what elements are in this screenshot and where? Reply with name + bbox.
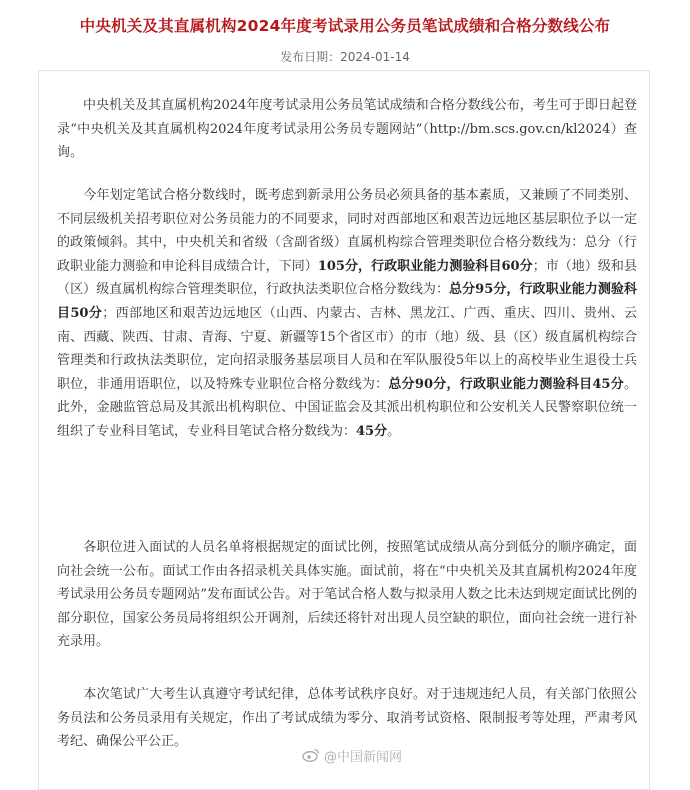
highlight-text: 总分95分，行政职业能力测验科目50分 xyxy=(57,282,637,321)
watermark xyxy=(302,744,402,766)
paragraph-announcement xyxy=(57,94,637,165)
paragraph-text: 今年划定笔试合格分数线时，既考虑到新录用公务员必须具备的基本素质，又兼顾了不同类别、不同层级机关招考职位对公务员能力的不同要求，同时对西部地区和艰苦边远地区基层职位予以一定的政策倾斜。其中，中央机关和省级（含副省级）直属机构综合管理类职位合格分数线为：总分（行政职业能力测验和申论科目成绩合计，下同） xyxy=(57,188,637,274)
publish-date xyxy=(0,48,690,65)
publish-date-label: 发布日期： xyxy=(280,50,341,64)
article-title: 中央机关及其直属机构2024年度考试录用公务员笔试成绩和合格分数线公布 xyxy=(79,17,611,35)
paragraph-text: 。此外，金融监管总局及其派出机构职位、中国证监会及其派出机构职位和公安机关人民警察职位统一组织了专业科目笔试，专业科目笔试合格分数线为： xyxy=(57,376,637,439)
watermark-text: @中国新闻网 xyxy=(324,749,403,765)
paragraph-text: 。 xyxy=(387,423,401,439)
paragraph-interview xyxy=(57,536,637,654)
publish-date-value: 2024-01-14 xyxy=(340,50,410,64)
highlight-text: 45分 xyxy=(356,423,388,439)
paragraph-text: 各职位进入面试的人员名单将根据规定的面试比例，按照笔试成绩从高分到低分的顺序确定，面向社会统一公布。面试工作由各招录机关具体实施。面试前，将在“中央机关及其直属机构2024年度考试录用公务员专题网站”发布面试公告。对于笔试合格人数与拟录用人数之比未达到规定面试比例的部分职位，国家公务员局将组织公开调剂，后续还将针对出现人员空缺的职位，面向社会统一进行补充录用。 xyxy=(57,540,637,650)
highlight-text: 105分，行政职业能力测验科目60分 xyxy=(317,258,533,274)
paragraph-text: 本次笔试广大考生认真遵守考试纪律，总体考试秩序良好。对于违规违纪人员，有关部门依照公务员法和公务员录用有关规定，作出了考试成绩为零分、取消考试资格、限制报考等处理，严肃考风考纪、确保公平公正。 xyxy=(57,687,637,750)
paragraph-text: 中央机关及其直属机构2024年度考试录用公务员笔试成绩和合格分数线公布，考生可于即日起登录“中央机关及其直属机构2024年度考试录用公务员专题网站”（http://bm.scs.gov.cn/kl2024）查询。 xyxy=(57,98,637,161)
article-body xyxy=(38,70,650,790)
paragraph-text: ；西部地区和艰苦边远地区（山西、内蒙古、吉林、黑龙江、广西、重庆、四川、贵州、云南、西藏、陕西、甘肃、青海、宁夏、新疆等15个省区市）的市（地）级、县（区）级直属机构综合管理类和行政执法类职位，定向招录服务基层项目人员和在军队服役5年以上的高校毕业生退役士兵职位，非通用语职位，以及特殊专业职位合格分数线为： xyxy=(57,305,637,392)
highlight-text: 总分90分，行政职业能力测验科目45分 xyxy=(388,376,624,392)
paragraph-score-lines xyxy=(57,184,637,444)
paragraph-text: ；市（地）级和县（区）级直属机构综合管理类职位，行政执法类职位合格分数线为： xyxy=(57,258,637,298)
weibo-icon xyxy=(302,748,320,762)
